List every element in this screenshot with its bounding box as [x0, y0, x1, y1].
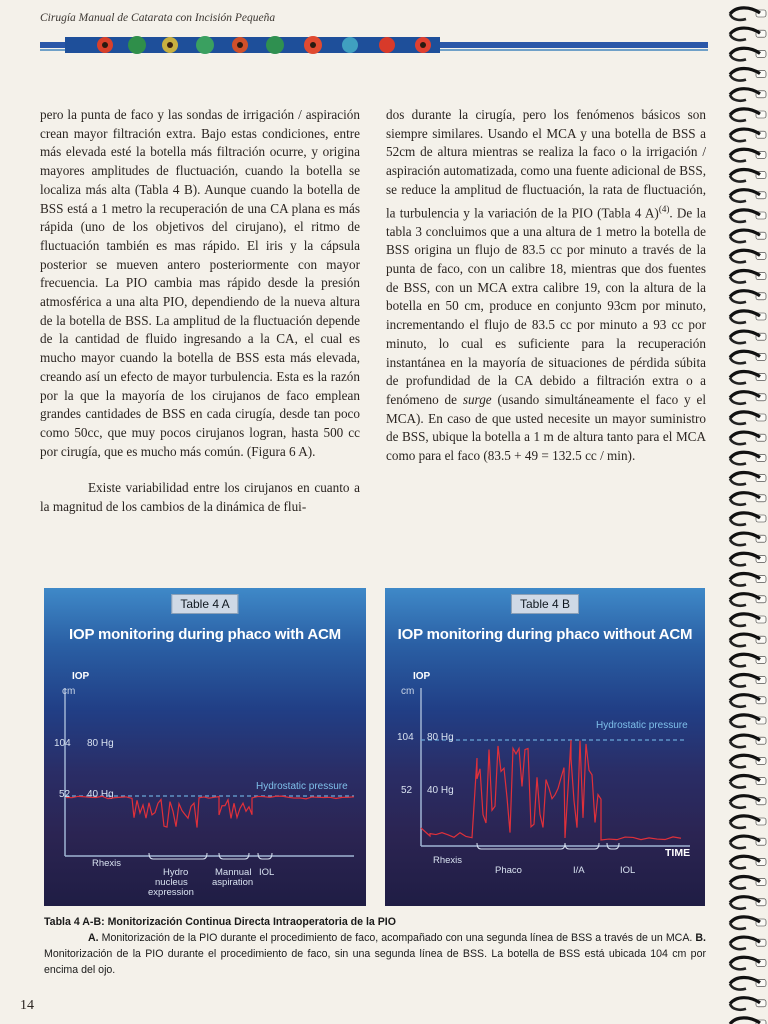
eye-photo-strip [65, 33, 440, 55]
phase-hydro: Hydro [163, 867, 189, 878]
figure-tag-b: Table 4 B [511, 594, 579, 614]
caption-title: Tabla 4 A-B: Monitorización Continua Directa Intraoperatoria de la PIO [44, 916, 396, 928]
phase-nucleus: nucleus [155, 877, 188, 888]
axis-label-iop: IOP [413, 671, 431, 682]
axis-unit: cm [401, 686, 415, 697]
tick-52: 52 [401, 785, 413, 796]
running-header: Cirugía Manual de Catarata con Incisión Pequeña [40, 12, 276, 24]
left-paragraph-2: Existe variabilidad entre los cirujanos en cuanto a la magnitud de los cambios de la dinámica de flui- [40, 480, 360, 515]
caption-body: A. Monitorización de la PIO durante el procedimiento de faco, acompañado con una segunda línea de BSS a través de un MCA. B. Monitorización de la PIO durante el procedimiento de faco, sin una segunda línea de BSS. La botella de BSS está ubicada 104 cm por encima del ojo. [44, 932, 706, 976]
tick-40hg: 40 Hg [427, 785, 454, 796]
right-paragraph: dos durante la cirugía, pero los fenómenos básicos son siempre similares. Usando el MCA y una botella de BSS a 52cm de altura mientras se realiza la faco o la irrigación / aspiración automatizada, como una fuente adicional de BSS, se reduce la amplitud de fluctuación, la rata de fluctuación, la turbulencia y la variación de la PIO (Tabla 4 A)$^{(4)}$. De la tabla 3 concluimos que a una altura de 1 metro la botella de BSS origina un flujo de 83.5 cc por minuto a través de la punta de faco, con un calibre 18, mientras que dos fuentes de BSS, con un MCA extra calibre 19, con la altura de la botella en 50 cm, produce en conjunto 93cm por minuto, incrementando el flujo de 83.5 cc por minuto a 93 cc por minuto, lo cual es suficiente para la recuperación instantánea en la mayoría de situaciones de pérdida súbita de profundidad de la CA debido a filtración extra o a fenómeno de surge (usando simultáneamente el faco y el MCA). En caso de que usted necesite un mayor suministro de BSS, ubique la botella a 1 m de altura tanto para el MCA como para el faco (83.5 + 49 = 132.5 cc / min). [386, 107, 706, 464]
spiral-binding [722, 0, 768, 1024]
phase-ia: I/A [573, 865, 585, 876]
axis-label-time: TIME [665, 847, 691, 859]
figure-caption [44, 914, 706, 978]
tick-80hg: 80 Hg [427, 732, 454, 743]
iop-trace-a [66, 796, 354, 827]
left-column [40, 106, 360, 517]
figure-table-4b [385, 588, 705, 906]
phase-iol: IOL [620, 865, 636, 876]
reference-number: (4) [658, 203, 670, 214]
right-column [386, 106, 706, 466]
tick-80hg: 80 Hg [87, 738, 114, 749]
hydrostatic-label: Hydrostatic pressure [256, 781, 348, 792]
iop-trace-b [421, 740, 681, 840]
left-paragraph-1: pero la punta de faco y las sondas de irrigación / aspiración crean mayor filtración extra. Bajo estas condiciones, entre más elevada esté la botella más filtración ocurre, y origina mayores amplitudes de fluctuación, cuando la botella se localiza más alta (Tabla 4 B). Aunque cuando la botella de BSS está a 1 metro la recuperación de una CA plana es más rápida (uno de los objetivos del cirujano), el ritmo de fluctuación también es mas rápido. El iris y la cápsula posterior se mueven antero posteriormente con mayor frecuencia. La PIO cambia mas rápido desde la presión atmosférica a una alta PIO, dependiendo de la nueva altura de la botella de BSS. La amplitud de la fluctuación depende de la cantidad de fluido ingresando a la CA, el cual es mucho mayor cuando la botella de BSS esta más elevada, creando así un efecto de mayor turbulencia. Esta es la razón por la que la mayoría de los cirujanos de faco emplean grandes cantidades de BSS en cada cirugía, desde tan poco como 50cc, que muy pocos cirujanos logran, hasta 500 cc por cirugía, que es mucho más común. (Figura 6 A). [40, 107, 360, 459]
hydrostatic-label: Hydrostatic pressure [596, 720, 688, 731]
tick-40hg: 40 Hg [87, 789, 114, 800]
tick-104: 104 [397, 732, 414, 743]
phase-manual: Mannual [215, 867, 252, 878]
axis-label-iop: IOP [72, 671, 90, 682]
header-decorative-band [40, 33, 708, 55]
page-number: 14 [20, 998, 34, 1013]
phase-expression: expression [148, 887, 194, 898]
tick-104: 104 [54, 738, 71, 749]
figure-title-a: IOP monitoring during phaco with ACM [69, 626, 341, 643]
axis-unit: cm [62, 686, 76, 697]
tick-52: 52 [59, 789, 71, 800]
figure-tag-a: Table 4 A [171, 594, 238, 614]
figure-table-4a [44, 588, 366, 906]
phase-phaco: Phaco [495, 865, 522, 876]
figure-title-b: IOP monitoring during phaco without ACM [397, 626, 693, 643]
phase-rhexis: Rhexis [433, 855, 463, 866]
phase-aspiration: aspiration [212, 877, 254, 888]
phase-iol: IOL [259, 867, 275, 878]
phase-rhexis: Rhexis [92, 858, 122, 869]
